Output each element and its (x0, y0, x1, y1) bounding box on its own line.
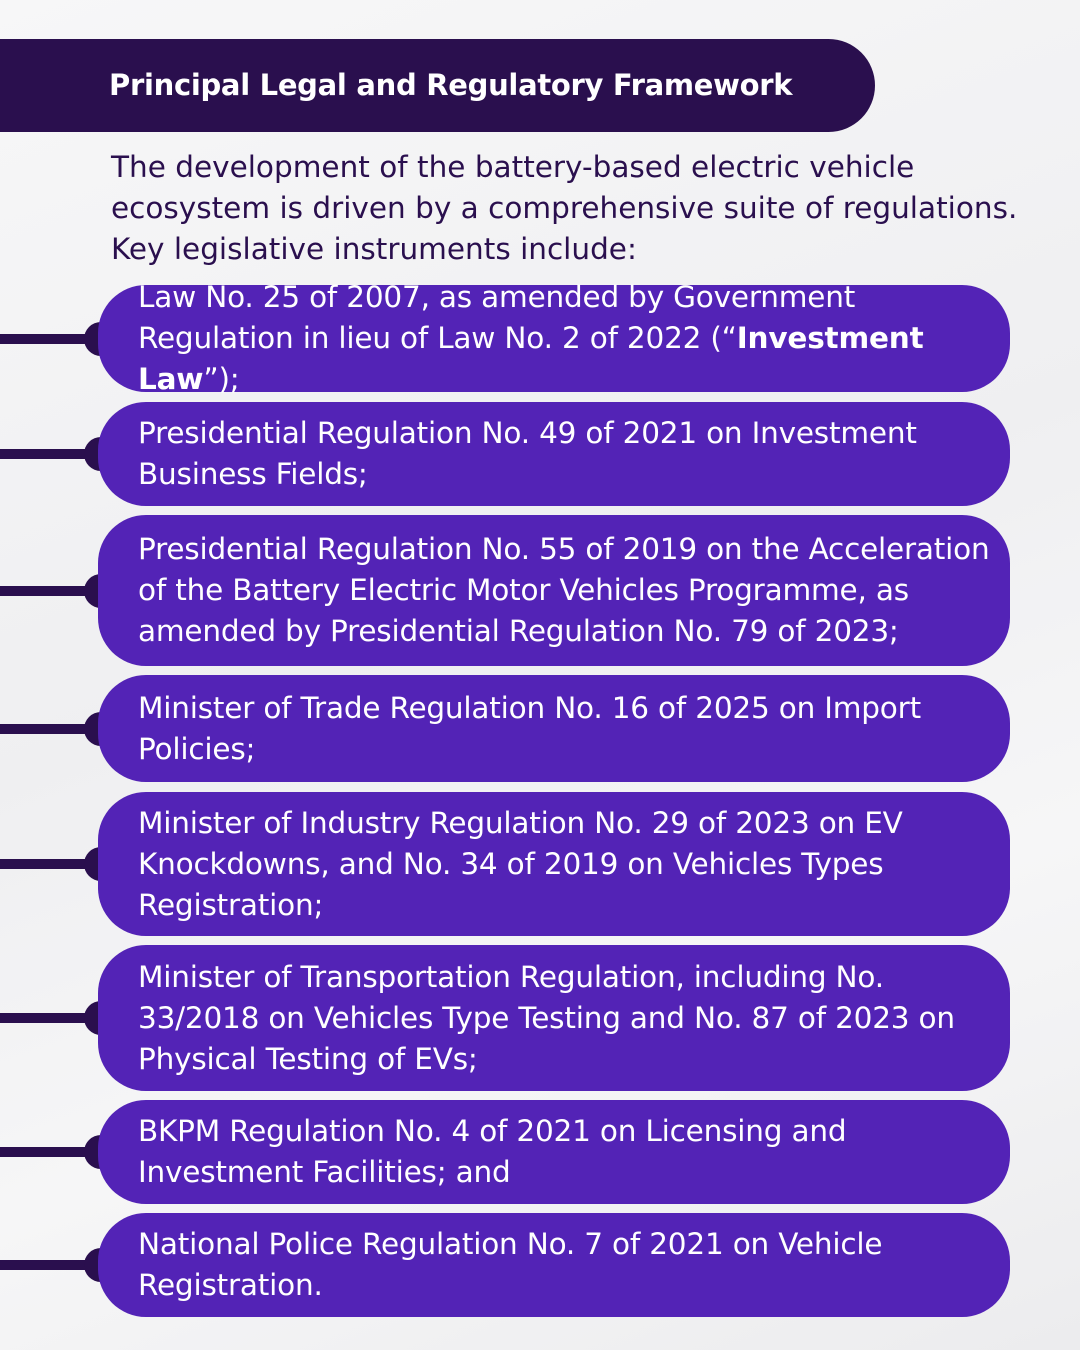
investment-law-term: Investment Law (138, 321, 924, 396)
regulation-text: Minister of Transportation Regulation, including No. 33/2018 on Vehicles Type Testing and No. 87 of 2023 on Physical Testing of EVs; (138, 959, 955, 1076)
regulation-pill (98, 675, 1010, 782)
regulation-item (0, 515, 1010, 666)
regulation-pill (98, 280, 1010, 396)
regulation-text: Minister of Industry Regulation No. 29 of 2023 on EV Knockdowns, and No. 34 of 2019 on Vehicles Types Registration; (138, 805, 903, 922)
regulation-item (0, 1213, 1010, 1317)
title-banner (0, 39, 875, 132)
regulation-item (0, 945, 1010, 1091)
intro-paragraph: The development of the battery-based electric vehicle ecosystem is driven by a comprehensive suite of regulations. Key legislative instruments include: (111, 150, 1018, 266)
regulation-item (0, 675, 1010, 782)
regulation-pill (98, 1213, 1010, 1317)
regulation-item (0, 402, 1010, 506)
regulation-text: Presidential Regulation No. 49 of 2021 on Investment Business Fields; (138, 416, 917, 491)
regulation-item (0, 280, 1010, 396)
page-title: Principal Legal and Regulatory Framework (109, 68, 793, 102)
regulation-text: National Police Regulation No. 7 of 2021 on Vehicle Registration. (138, 1227, 883, 1302)
regulation-pill (98, 515, 1010, 666)
regulation-item (0, 792, 1010, 936)
regulation-text: Presidential Regulation No. 55 of 2019 on the Acceleration of the Battery Electric Motor Vehicles Programme, as amended by Presidential Regulation No. 79 of 2023; (138, 532, 990, 648)
regulation-pill (98, 1100, 1010, 1204)
regulation-text: BKPM Regulation No. 4 of 2021 on Licensing and Investment Facilities; and (138, 1114, 847, 1189)
regulation-pill (98, 945, 1010, 1091)
regulation-text: Law No. 25 of 2007, as amended by Government Regulation in lieu of Law No. 2 of 2022 (“Investment Law”); (138, 280, 924, 396)
regulation-item (0, 1100, 1010, 1204)
regulation-pill (98, 792, 1010, 936)
regulation-text: Minister of Trade Regulation No. 16 of 2025 on Import Policies; (138, 690, 921, 766)
regulation-pill (98, 402, 1010, 506)
